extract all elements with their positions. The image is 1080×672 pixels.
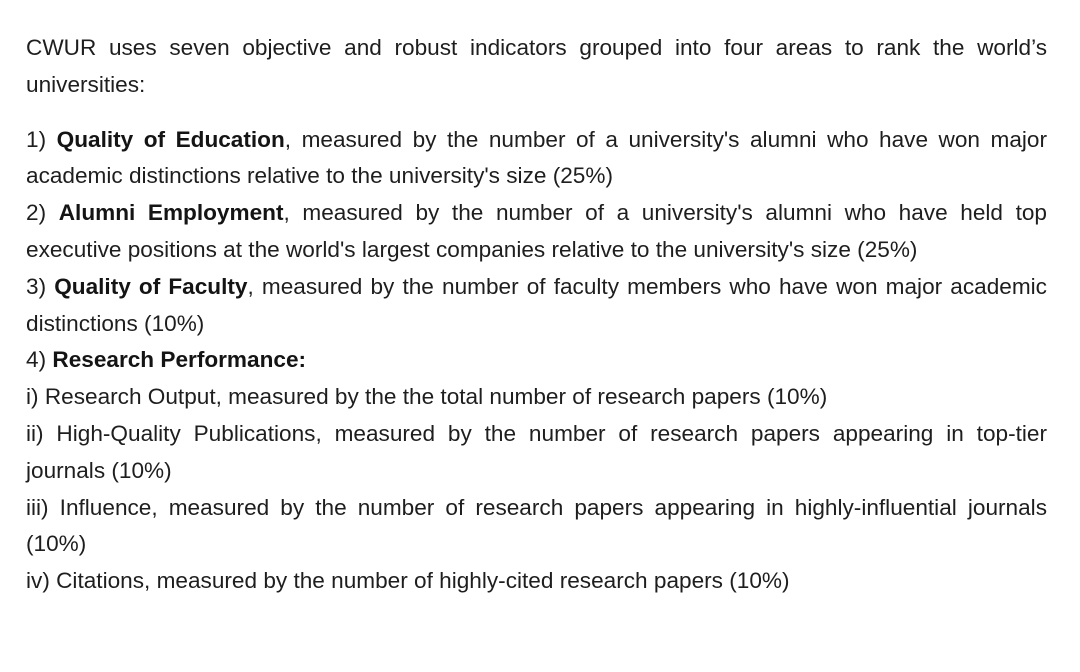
indicator-description: , measured by the number of a university's alumni who have won major academic distinctions relative to the university's size (25%) bbox=[26, 126, 1048, 189]
indicator-number: 4) bbox=[26, 347, 47, 373]
sub-indicator-high-quality-publications: ii) High-Quality Publications, measured by the number of research papers appearing in top-tier journals (10%) bbox=[26, 420, 1047, 483]
sub-indicator-citations: iv) Citations, measured by the number of highly-cited research papers (10%) bbox=[26, 568, 790, 594]
indicator-title: Quality of Faculty bbox=[54, 273, 248, 299]
indicator-description: , measured by the number of a university's alumni who have held top executive positions at the world's largest companies relative to the university's size (25%) bbox=[26, 200, 1047, 262]
indicator-quality-of-faculty bbox=[26, 269, 1047, 343]
methodology-text bbox=[26, 30, 1047, 600]
intro-paragraph: CWUR uses seven objective and robust indicators grouped into four areas to rank the world’s universities: bbox=[26, 35, 1047, 97]
indicator-title: Alumni Employment bbox=[58, 200, 284, 226]
indicator-title: Research Performance: bbox=[52, 347, 307, 373]
indicator-number: 2) bbox=[26, 200, 47, 226]
sub-indicator-research-output: i) Research Output, measured by the the total number of research papers (10%) bbox=[26, 384, 828, 410]
indicator-title: Quality of Education bbox=[56, 126, 285, 152]
indicator-alumni-employment bbox=[26, 195, 1047, 269]
sub-indicator-influence: iii) Influence, measured by the number of research papers appearing in highly-influential journals (10%) bbox=[26, 494, 1047, 557]
indicator-number: 1) bbox=[26, 126, 47, 152]
indicator-quality-of-education bbox=[26, 122, 1047, 196]
indicator-research-performance bbox=[26, 342, 1047, 379]
indicator-description: , measured by the number of faculty members who have won major academic distinctions (10%) bbox=[26, 273, 1047, 336]
indicator-number: 3) bbox=[26, 273, 47, 299]
